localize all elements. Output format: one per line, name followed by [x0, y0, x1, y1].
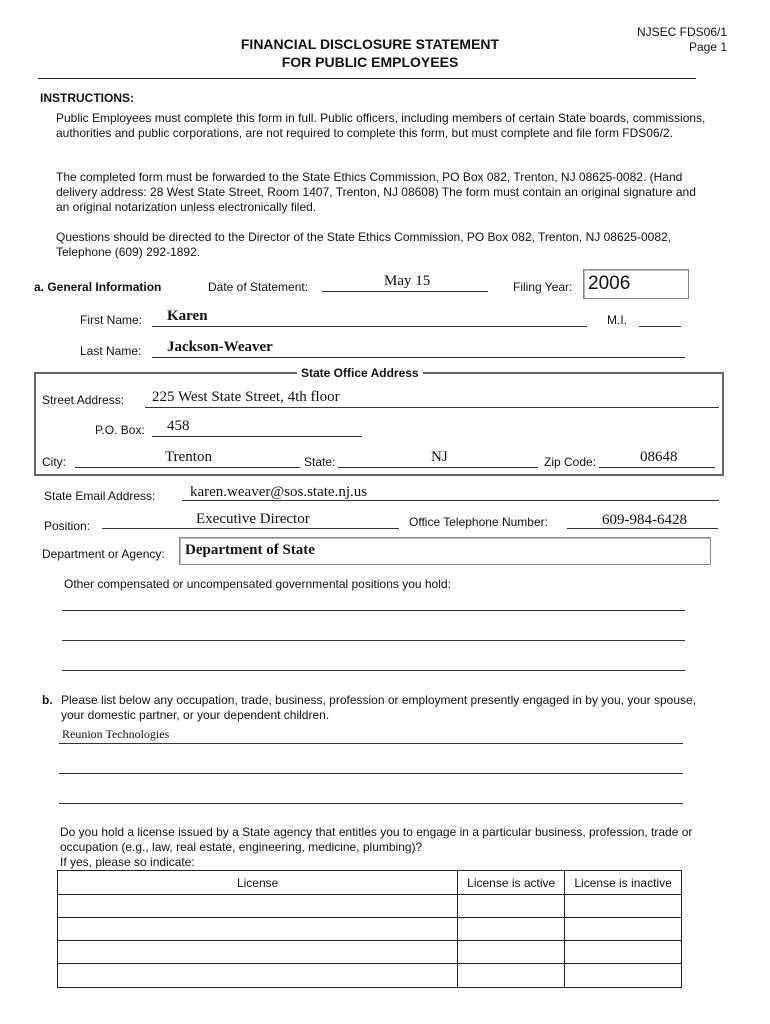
middle-initial-label: M.I. [607, 313, 627, 327]
form-title [160, 35, 580, 71]
table-row [58, 941, 682, 964]
license-inactive-cell[interactable] [565, 964, 682, 988]
instructions-heading: INSTRUCTIONS: [40, 91, 134, 105]
license-active-cell[interactable] [458, 964, 565, 988]
street-address-value[interactable]: 225 West State Street, 4th floor [152, 389, 340, 405]
form-title-line1: FINANCIAL DISCLOSURE STATEMENT [240, 36, 500, 52]
license-cell[interactable] [58, 964, 458, 988]
other-positions-line-1[interactable] [62, 610, 685, 611]
occupation-line-1-value[interactable]: Reunion Technologies [62, 727, 170, 741]
filing-year-label: Filing Year: [513, 280, 573, 294]
header-divider [38, 78, 696, 79]
table-row [58, 964, 682, 988]
other-positions-line-2[interactable] [62, 640, 685, 641]
license-active-cell[interactable] [458, 895, 565, 918]
position-line [102, 528, 399, 529]
last-name-line [152, 357, 685, 358]
last-name-label: Last Name: [80, 344, 142, 358]
office-phone-line [567, 528, 718, 529]
date-of-statement-label: Date of Statement: [208, 280, 309, 294]
license-active-cell[interactable] [458, 941, 565, 964]
state-email-line [182, 500, 719, 501]
state-value[interactable]: NJ [431, 449, 448, 465]
section-b-letter: b. [42, 693, 53, 707]
city-line [75, 467, 300, 468]
position-value[interactable]: Executive Director [196, 511, 310, 527]
zip-code-line [599, 467, 715, 468]
date-of-statement-value[interactable]: May 15 [384, 273, 431, 289]
license-if-yes: If yes, please so indicate: [60, 855, 195, 869]
first-name-value[interactable]: Karen [167, 308, 208, 324]
license-table [57, 870, 682, 988]
occupation-line-3[interactable] [59, 803, 683, 804]
state-email-value[interactable]: karen.weaver@sos.state.nj.us [190, 484, 368, 500]
license-cell[interactable] [58, 941, 458, 964]
state-email-label: State Email Address: [44, 489, 156, 503]
state-label: State: [304, 455, 336, 469]
instructions-paragraph-3: Questions should be directed to the Director of the State Ethics Commission, PO Box 082, Trenton, NJ 08625-0082, Telephone (609) 292-1892. [56, 230, 671, 259]
po-box-value[interactable]: 458 [167, 418, 190, 434]
date-of-statement-line [322, 291, 488, 292]
department-field[interactable] [179, 537, 711, 565]
street-address-line [145, 407, 719, 408]
street-address-label: Street Address: [42, 393, 125, 407]
po-box-line [152, 436, 362, 437]
department-label: Department or Agency: [42, 547, 165, 561]
occupation-line-1 [59, 743, 683, 744]
department-value: Department of State [185, 542, 315, 558]
first-name-line [152, 326, 587, 327]
instructions-paragraph-2: The completed form must be forwarded to the State Ethics Commission, PO Box 082, Trenton, NJ 08625-0082. (Hand delivery address: 28 West State Street, Room 1407, Trenton, NJ 08608) The form must contain an original signature and an original notarization unless electronically filed. [56, 170, 696, 214]
general-info-heading: a. General Information [34, 280, 162, 294]
license-table-header [58, 871, 682, 895]
filing-year-field[interactable] [583, 269, 689, 299]
first-name-label: First Name: [80, 313, 143, 327]
page-number: Page 1 [688, 40, 727, 54]
last-name-value[interactable]: Jackson-Weaver [167, 339, 273, 355]
license-active-column-header: License is active [458, 871, 565, 895]
other-positions-line-3[interactable] [62, 670, 685, 671]
license-inactive-cell[interactable] [565, 918, 682, 941]
license-active-cell[interactable] [458, 918, 565, 941]
form-code: NJSEC FDS06/1 [636, 25, 727, 39]
table-row [58, 895, 682, 918]
instructions-paragraph-1: Public Employees must complete this form in full. Public officers, including members of certain State boards, commissions, authorities and public corporations, are not required to complete this form, but must complete and file form FDS06/2. [56, 111, 706, 140]
other-positions-label: Other compensated or uncompensated governmental positions you hold: [64, 577, 451, 591]
city-value[interactable]: Trenton [165, 449, 212, 465]
po-box-label: P.O. Box: [95, 423, 145, 437]
office-phone-value[interactable]: 609-984-6428 [602, 512, 687, 528]
license-inactive-cell[interactable] [565, 941, 682, 964]
zip-code-label: Zip Code: [544, 455, 597, 469]
license-inactive-column-header: License is inactive [565, 871, 682, 895]
form-code-block [560, 25, 727, 55]
form-title-line2: FOR PUBLIC EMPLOYEES [281, 54, 459, 70]
filing-year-value: 2006 [588, 273, 631, 294]
license-cell[interactable] [58, 918, 458, 941]
license-column-header: License [58, 871, 458, 895]
middle-initial-line [639, 326, 681, 327]
section-b-prompt: Please list below any occupation, trade, business, profession or employment presently engaged in by you, your spouse, your domestic partner, or your dependent children. [61, 693, 697, 722]
state-line [338, 467, 538, 468]
office-phone-label: Office Telephone Number: [409, 515, 548, 529]
city-label: City: [42, 455, 66, 469]
table-row [58, 918, 682, 941]
license-inactive-cell[interactable] [565, 895, 682, 918]
position-label: Position: [44, 519, 91, 533]
occupation-line-2[interactable] [59, 773, 683, 774]
zip-code-value[interactable]: 08648 [640, 449, 678, 465]
license-question: Do you hold a license issued by a State agency that entitles you to engage in a particular business, profession, trade or occupation (e.g., law, real estate, engineering, medicine, plumbing)? [60, 825, 693, 854]
license-cell[interactable] [58, 895, 458, 918]
state-office-address-heading: State Office Address [297, 366, 423, 380]
